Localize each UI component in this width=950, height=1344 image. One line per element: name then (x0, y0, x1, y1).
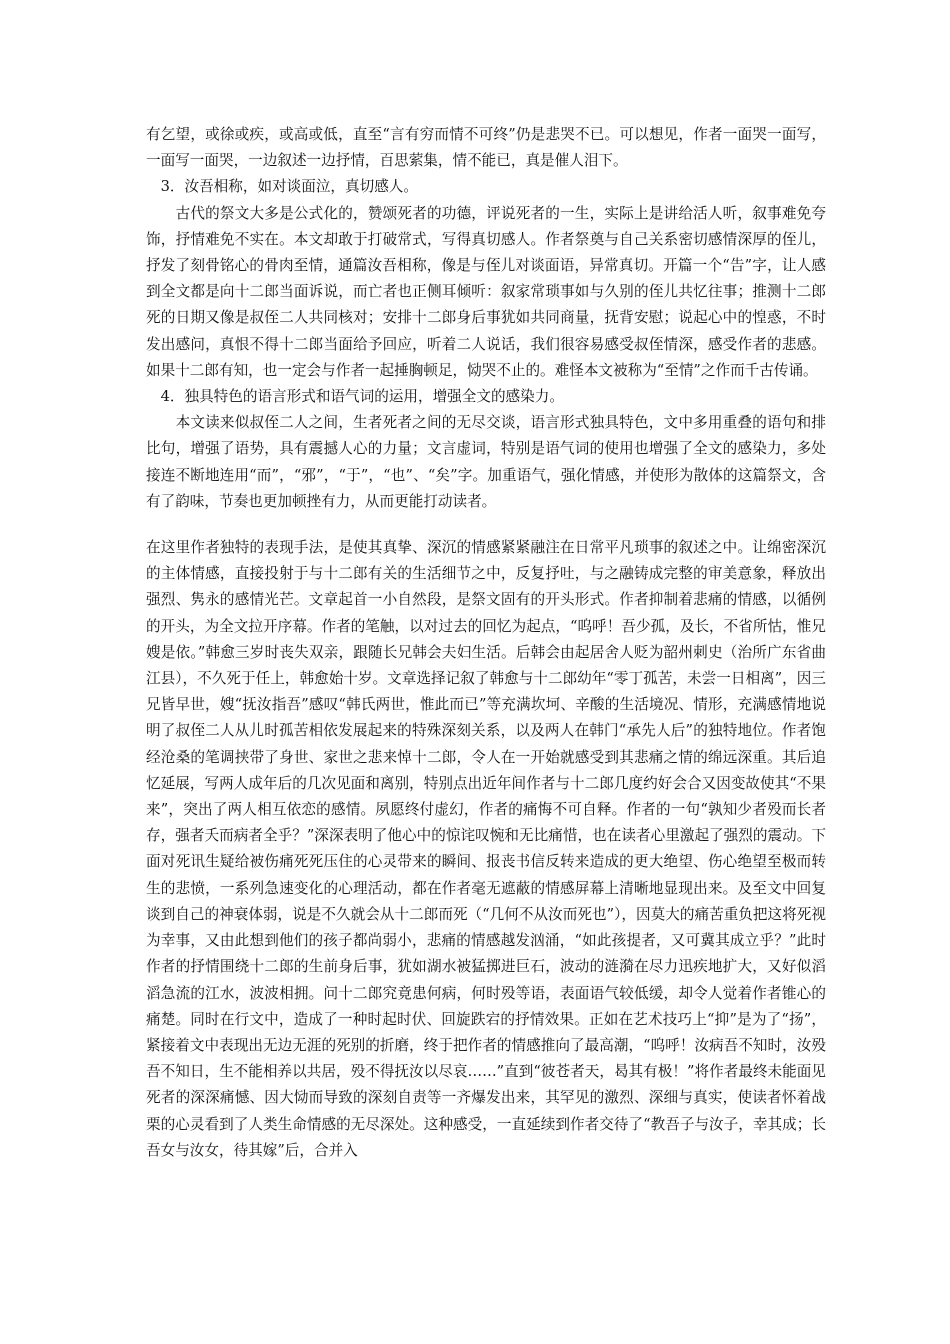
paragraph-point-3: 古代的祭文大多是公式化的，赞颂死者的功德，评说死者的一生，实际上是讲给活人听，叙事难免夸饰，抒情难免不实在。本文却敢于打破常式，写得真切感人。作者祭奠与自己关系密切感情深厚的侄儿，抒发了刻骨铭心的骨肉至情，通篇汝吾相称，像是与侄儿对谈面语，异常真切。开篇一个“告”字，让人感到全文都是向十二郎当面诉说，而亡者也正侧耳倾听：叙家常琐事如与久别的侄儿共忆往事；推测十二郎死的日期又像是叔侄二人共同核对；安排十二郎身后事犹如共同商量，抚背安慰；说起心中的惶惑，不时发出感问，真恨不得十二郎当面给予回应，听着二人说话，我们很容易感受叔侄情深，感受作者的悲感。如果十二郎有知，也一定会与作者一起捶胸顿足，恸哭不止的。难怪本文被称为“至情”之作而千古传诵。 (146, 204, 826, 379)
heading-point-4: 4．独具特色的语言形式和语气词的运用，增强全文的感染力。 (146, 388, 564, 406)
paragraph-emotion-continuation: 有乞望，或徐或疾，或高或低，直至“言有穷而情不可终”仍是悲哭不已。可以想见，作者一面哭一面写，一面写一面哭，一边叙述一边抒情，百思萦集，情不能已，真是催人泪下。 (146, 126, 826, 170)
paragraph-analysis: 在这里作者独特的表现手法，是使其真挚、深沉的情感紧紧融注在日常平凡琐事的叙述之中。让绵密深沉的主体情感，直接投射于与十二郎有关的生活细节之中，反复抒吐，与之融铸成完整的审美意象，释放出强烈、隽永的感情光芒。文章起首一小自然段，是祭文固有的开头形式。作者抑制着悲痛的情感，以循例的开头，为全文拉开序幕。作者的笔触，以对过去的回忆为起点，“呜呼！吾少孤，及长，不省所怙，惟兄嫂是依。”韩愈三岁时丧失双亲，跟随长兄韩会夫妇生活。后韩会由起居舍人贬为韶州刺史（治所广东省曲江县），不久死于任上，韩愈始十岁。文章选择记叙了韩愈与十二郎幼年“零丁孤苦，未尝一日相离”，因三兄皆早世，嫂“抚汝指吾”感叹“韩氏两世，惟此而已”等充满坎坷、辛酸的生活境况、情形，充满感情地说明了叔侄二人从儿时孤苦相依发展起来的特殊深刻关系，以及两人在韩门“承先人后”的独特地位。作者饱经沧桑的笔调挟带了身世、家世之悲来悼十二郎，令人在一开始就感受到其悲痛之情的绵远深重。其后追忆延展，写两人成年后的几次见面和离别，特别点出近年间作者与十二郎几度约好会合又因变故使其“不果来”，突出了两人相互依恋的感情。夙愿终付虚幻，作者的痛悔不可自释。作者的一句“孰知少者殁而长者存，强者夭而病者全乎？”深深表明了他心中的惊诧叹惋和无比痛惜，也在读者心里激起了强烈的震动。下面对死讯生疑给被伤痛死死压住的心灵带来的瞬间、报丧书信反转来造成的更大绝望、伤心绝望至极而转生的悲愤，一系列急速变化的心理活动，都在作者毫无遮蔽的情感屏幕上清晰地显现出来。及至文中回复谈到自己的神衰体弱，说是不久就会从十二郎而死（“几何不从汝而死也”），因莫大的痛苦重负把这将死视为幸事，又由此想到他们的孩子都尚弱小，悲痛的情感越发汹涌，“如此孩提者，又可冀其成立乎？”此时作者的抒情围绕十二郎的生前身后事，犹如湖水被猛掷进巨石，波动的涟漪在尽力迅疾地扩大，又好似滔滔急流的江水，波波相拥。问十二郎究竟患何病，何时殁等语，表面语气较低缓，却令人觉着作者锥心的痛楚。同时在行文中，造成了一种时起时伏、回旋跌宕的抒情效果。正如在艺术技巧上“抑”是为了“扬”，紧接着文中表现出无边无涯的死别的折磨，终于把作者的情感推向了最高潮，“呜呼！汝病吾不知时，汝殁吾不知日，生不能相养以共居，殁不得抚汝以尽哀……”直到“彼苍者天，曷其有极！”将作者最终未能面见死者的深深痛憾、因大恸而导致的深刻自责等一齐爆发出来，其罕见的激烈、深细与真实，使读者怀着战栗的心灵看到了人类生命情感的无尽深处。这种感受，一直延续到作者交待了“教吾子与汝子，幸其成；长吾女与汝女，待其嫁”后，合并入 (146, 539, 826, 1159)
heading-point-3: 3．汝吾相称，如对谈面泣，真切感人。 (146, 178, 418, 196)
paragraph-point-4: 本文读来似叔侄二人之间，生者死者之间的无尽交谈，语言形式独具特色，文中多用重叠的语句和排比句，增强了语势，具有震撼人心的力量；文言虚词，特别是语气词的使用也增强了全文的感染力，多处接连不断地连用“而”，“邪”，“于”，“也”、“矣”字。加重语气，强化情感，并使形为散体的这篇祭文，含有了韵味，节奏也更加顿挫有力，从而更能打动读者。 (146, 414, 826, 510)
document-body (146, 122, 826, 1164)
paragraph-gap (146, 515, 826, 535)
